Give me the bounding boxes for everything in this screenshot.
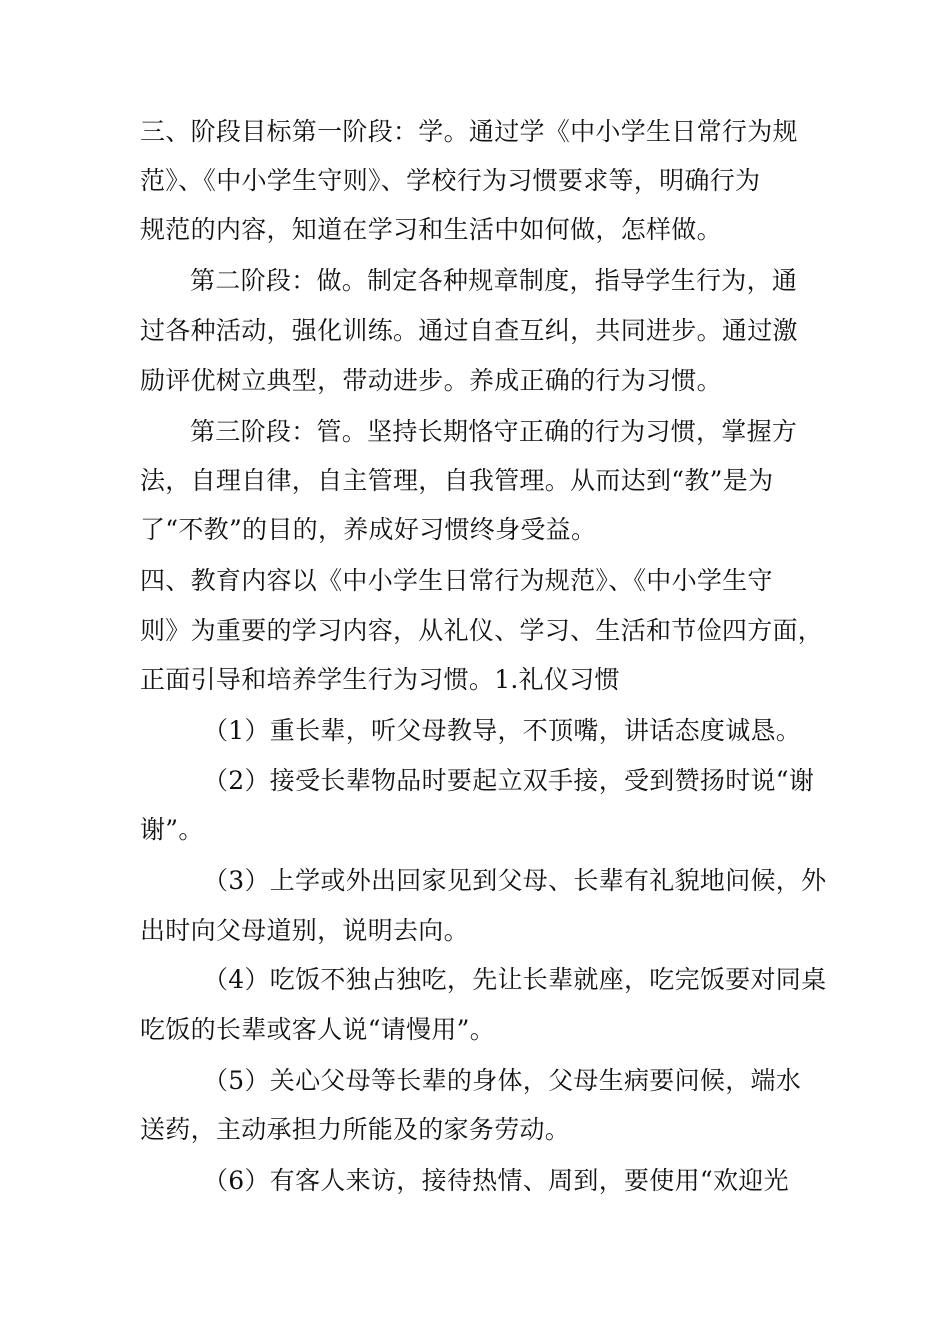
text-line: 规范的内容，知道在学习和生活中如何做，怎样做。 xyxy=(140,215,722,244)
text-line: 正面引导和培养学生行为习惯。1.礼仪习惯 xyxy=(140,665,620,694)
text-line: （3）上学或外出回家见到父母、长辈有礼貌地问候，外 xyxy=(203,866,827,895)
text-line: （4）吃饭不独占独吃，先让长辈就座，吃完饭要对同桌 xyxy=(203,965,827,994)
text-line: （6）有客人来访，接待热情、周到，要使用“欢迎光 xyxy=(203,1166,789,1195)
text-line: 出时向父母道别，说明去向。 xyxy=(140,916,469,945)
text-line: 法，自理自律，自主管理，自我管理。从而达到“教”是为 xyxy=(140,466,774,495)
text-line: 第二阶段：做。制定各种规章制度，指导学生行为，通 xyxy=(190,266,798,295)
text-line: 第三阶段：管。坚持长期恪守正确的行为习惯，掌握方 xyxy=(190,417,798,446)
text-line: （2）接受长辈物品时要起立双手接，受到赞扬时说“谢 xyxy=(203,766,815,795)
text-line: 吃饭的长辈或客人说“请慢用”。 xyxy=(140,1015,496,1044)
text-line: 送药，主动承担力所能及的家务劳动。 xyxy=(140,1115,571,1144)
text-line: 过各种活动，强化训练。通过自查互纠，共同进步。通过激 xyxy=(140,316,798,345)
text-line: 谢”。 xyxy=(140,815,204,844)
text-line: 三、阶段目标第一阶段：学。通过学《中小学生日常行为规 xyxy=(140,117,798,146)
text-line: （5）关心父母等长辈的身体，父母生病要问候，端水 xyxy=(203,1066,802,1095)
text-line: 了“不教”的目的，养成好习惯终身受益。 xyxy=(140,515,597,544)
text-line: 则》为重要的学习内容，从礼仪、学习、生活和节俭四方面， xyxy=(140,616,824,645)
text-line: （1）重长辈，听父母教导，不顶嘴，讲话态度诚恳。 xyxy=(203,716,802,745)
text-line: 励评优树立典型，带动进步。养成正确的行为习惯。 xyxy=(140,366,722,395)
text-line: 范》、《中小学生守则》、学校行为习惯要求等，明确行为 xyxy=(140,166,761,195)
text-line: 四、教育内容以《中小学生日常行为规范》、《中小学生守 xyxy=(140,566,773,595)
